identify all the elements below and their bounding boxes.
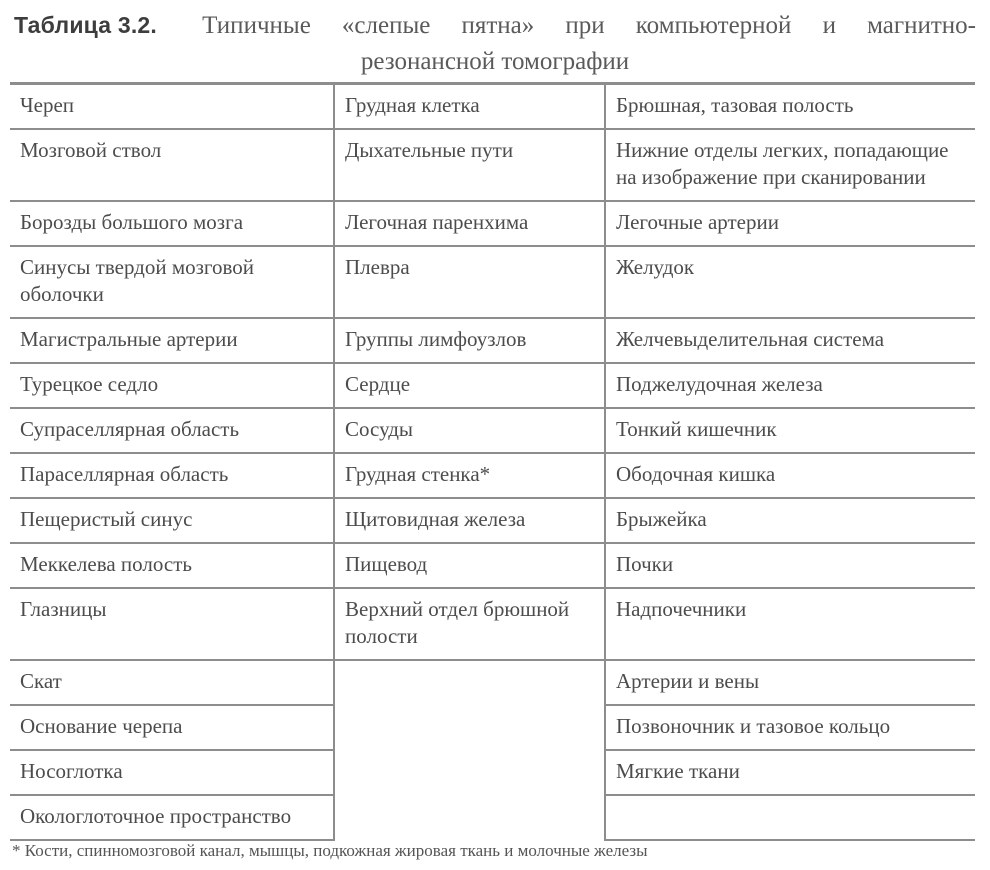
- column-header-abdomen-pelvis: Брюшная, тазовая полость: [605, 84, 975, 130]
- caption-line-2: резонансной томографии: [360, 48, 630, 75]
- table-cell: Легочная паренхима: [334, 201, 605, 246]
- table-row: [10, 543, 975, 588]
- table-cell: Сердце: [334, 363, 605, 408]
- table-row: [10, 129, 975, 201]
- table-cell: Брыжейка: [605, 498, 975, 543]
- blind-spots-table-container: [10, 82, 975, 841]
- table-header: [10, 84, 975, 130]
- table-cell: [334, 750, 605, 795]
- table-cell: Дыхательные пути: [334, 129, 605, 201]
- table-cell: [334, 705, 605, 750]
- table-row: [10, 246, 975, 318]
- table-cell: Меккелева полость: [10, 543, 334, 588]
- blind-spots-table: [10, 82, 975, 841]
- caption-word: при: [565, 12, 605, 39]
- table-row: [10, 201, 975, 246]
- table-cell: Пищевод: [334, 543, 605, 588]
- table-row: [10, 318, 975, 363]
- table-cell: Синусы твердой мозговой оболочки: [10, 246, 334, 318]
- table-cell: Турецкое седло: [10, 363, 334, 408]
- table-row: [10, 705, 975, 750]
- table-caption: [14, 8, 976, 79]
- table-cell: Надпочечники: [605, 588, 975, 660]
- table-cell: Пещеристый синус: [10, 498, 334, 543]
- column-header-chest: Грудная клетка: [334, 84, 605, 130]
- caption-word: магнитно-: [867, 12, 976, 39]
- table-number-label: Таблица 3.2.: [14, 12, 158, 38]
- table-cell: [605, 795, 975, 840]
- table-cell: [334, 660, 605, 705]
- caption-line-1: [14, 8, 976, 43]
- table-row: [10, 660, 975, 705]
- table-cell: Параселлярная область: [10, 453, 334, 498]
- table-row: [10, 795, 975, 840]
- column-header-skull: Череп: [10, 84, 334, 130]
- table-cell: [334, 795, 605, 840]
- table-cell: Ободочная кишка: [605, 453, 975, 498]
- caption-word: «слепые: [341, 12, 431, 39]
- table-cell: Позвоночник и тазовое кольцо: [605, 705, 975, 750]
- table-row: [10, 363, 975, 408]
- caption-word: Типичные: [202, 12, 311, 39]
- table-cell: Носоглотка: [10, 750, 334, 795]
- table-cell: Желудок: [605, 246, 975, 318]
- table-cell: Основание черепа: [10, 705, 334, 750]
- table-cell: Скат: [10, 660, 334, 705]
- table-cell: Почки: [605, 543, 975, 588]
- table-cell: Сосуды: [334, 408, 605, 453]
- table-cell: Грудная стенка*: [334, 453, 605, 498]
- table-row: [10, 453, 975, 498]
- table-cell: Магистральные артерии: [10, 318, 334, 363]
- table-cell: Щитовидная железа: [334, 498, 605, 543]
- table-row: [10, 408, 975, 453]
- table-cell: Мягкие ткани: [605, 750, 975, 795]
- table-cell: Борозды большого мозга: [10, 201, 334, 246]
- table-row: [10, 498, 975, 543]
- table-footnote: * Кости, спинномозговой канал, мышцы, подкожная жировая ткань и молочные железы: [12, 841, 648, 860]
- table-row: [10, 750, 975, 795]
- table-cell: Нижние отделы легких, попадающие на изображение при сканировании: [605, 129, 975, 201]
- table-cell: Желчевыделительная система: [605, 318, 975, 363]
- table-cell: Супраселлярная область: [10, 408, 334, 453]
- caption-word: и: [822, 12, 836, 39]
- table-cell: Артерии и вены: [605, 660, 975, 705]
- table-header-row: [10, 84, 975, 130]
- table-cell: Группы лимфоузлов: [334, 318, 605, 363]
- caption-word: компьютерной: [635, 12, 792, 39]
- table-cell: Верхний отдел брюшной полости: [334, 588, 605, 660]
- caption-word: пятна»: [461, 12, 535, 39]
- table-body: [10, 129, 975, 840]
- table-cell: Плевра: [334, 246, 605, 318]
- table-cell: Поджелудочная железа: [605, 363, 975, 408]
- table-cell: Мозговой ствол: [10, 129, 334, 201]
- table-cell: Глазницы: [10, 588, 334, 660]
- table-row: [10, 588, 975, 660]
- table-cell: Окологлоточное пространство: [10, 795, 334, 840]
- table-cell: Тонкий кишечник: [605, 408, 975, 453]
- table-cell: Легочные артерии: [605, 201, 975, 246]
